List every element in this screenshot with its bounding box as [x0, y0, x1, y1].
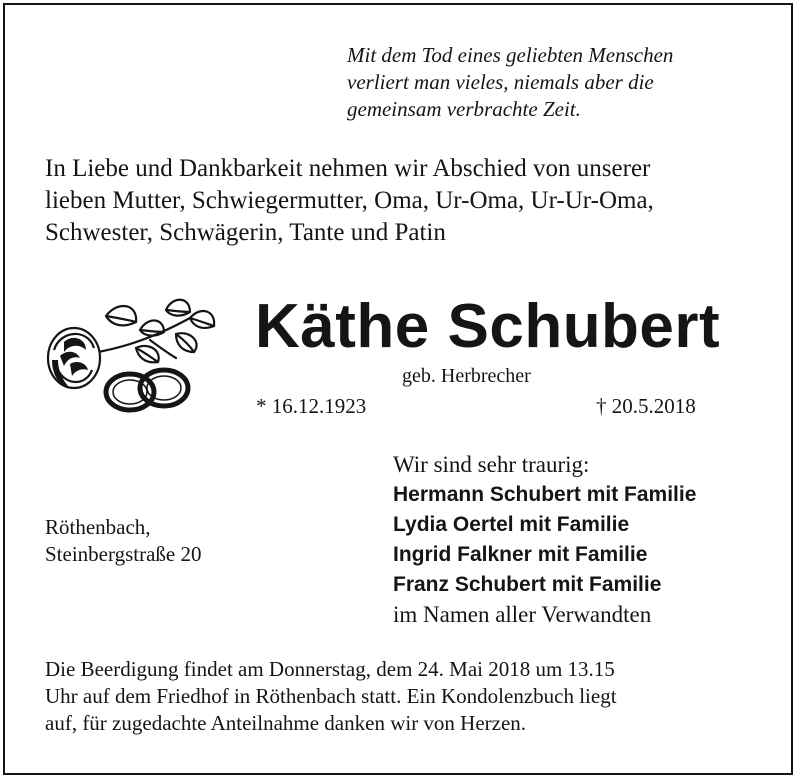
- address-line: Steinbergstraße 20: [45, 542, 202, 566]
- memorial-quote: [347, 42, 767, 123]
- family-entry: Ingrid Falkner mit Familie: [393, 543, 648, 566]
- funeral-line: Die Beerdigung findet am Donnerstag, dem 24. Mai 2018 um 13.15: [45, 657, 615, 681]
- quote-line: gemeinsam verbrachte Zeit.: [347, 97, 581, 121]
- funeral-notice: [45, 656, 760, 737]
- mourners-lead: Wir sind sehr traurig:: [393, 452, 590, 477]
- mourners-tail: im Namen aller Verwandten: [393, 602, 652, 627]
- mourners-list: [393, 450, 696, 630]
- rose-and-wedding-rings-icon: [40, 290, 220, 420]
- family-entry: Lydia Oertel mit Familie: [393, 513, 630, 536]
- funeral-line: auf, für zugedachte Anteilnahme danken wir von Herzen.: [45, 711, 527, 735]
- death-date: † 20.5.2018: [596, 394, 696, 418]
- intro-line: lieben Mutter, Schwiegermutter, Oma, Ur-Oma, Ur-Ur-Oma,: [45, 187, 654, 214]
- funeral-line: Uhr auf dem Friedhof in Röthenbach statt. Ein Kondolenzbuch liegt: [45, 684, 617, 708]
- quote-line: Mit dem Tod eines geliebten Menschen: [347, 43, 674, 67]
- intro-text: [45, 153, 775, 249]
- intro-line: In Liebe und Dankbarkeit nehmen wir Abschied von unserer: [45, 155, 651, 182]
- family-entry: Franz Schubert mit Familie: [393, 573, 662, 596]
- quote-line: verliert man vieles, niemals aber die: [347, 70, 654, 94]
- intro-line: Schwester, Schwägerin, Tante und Patin: [45, 219, 446, 246]
- address-line: Röthenbach,: [45, 515, 151, 539]
- maiden-name: geb. Herbrecher: [402, 365, 531, 387]
- address: [45, 514, 202, 568]
- family-entry: Hermann Schubert mit Familie: [393, 483, 697, 506]
- deceased-name: Käthe Schubert: [255, 292, 721, 361]
- birth-date: * 16.12.1923: [256, 394, 367, 418]
